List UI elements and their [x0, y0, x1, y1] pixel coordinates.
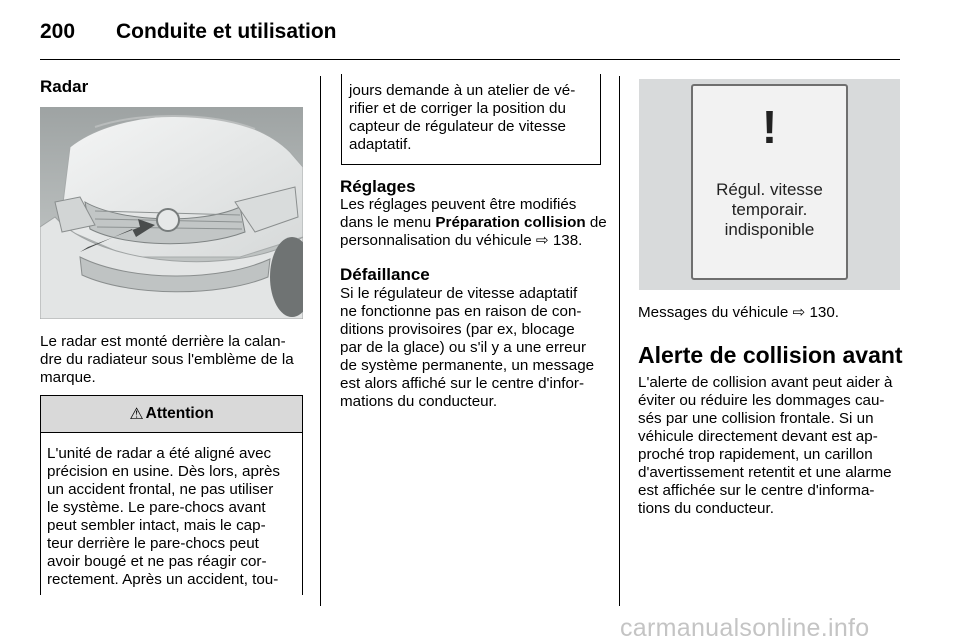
messages-reference-link[interactable]: Messages du véhicule ⇨ 130.: [638, 304, 839, 321]
car-front-illustration: [40, 107, 303, 319]
text-line: capteur de régulateur de vitesse: [349, 118, 566, 135]
display-screen: [691, 84, 848, 280]
radar-photo: [40, 107, 303, 319]
text-line: éviter ou réduire les dommages cau-: [638, 392, 885, 409]
menu-name: Préparation collision: [435, 214, 586, 231]
text-line: est alors affiché sur le centre d'infor-: [340, 375, 585, 392]
collision-alert-heading: Alerte de collision avant: [638, 342, 903, 368]
text-line: jours demande à un atelier de vé-: [349, 82, 576, 99]
radar-heading: Radar: [40, 77, 89, 96]
text-line: Si le régulateur de vitesse adaptatif: [340, 285, 578, 302]
defaillance-heading: Défaillance: [340, 265, 430, 284]
watermark: carmanualsonline.info: [620, 614, 870, 642]
text-line: Le radar est monté derrière la calan-: [40, 333, 286, 350]
reglages-heading: Réglages: [340, 177, 416, 196]
reglages-paragraph: [340, 196, 607, 250]
text-line: précision en usine. Dès lors, après: [47, 463, 280, 480]
attention-body: [47, 445, 280, 589]
text-line: rifier et de corriger la position du: [349, 100, 566, 117]
page-number: 200: [40, 20, 76, 43]
text-line: d'avertissement retentit et une alarme: [638, 464, 892, 481]
text-line: dre du radiateur sous l'emblème de la: [40, 351, 294, 368]
column-divider-2: [619, 76, 620, 606]
text-line: un accident frontal, ne pas utiliser: [47, 481, 274, 498]
text-line: mations du conducteur.: [340, 393, 498, 410]
text-line: ne fonctionne pas en raison de con-: [340, 303, 582, 320]
text-line: peut sembler intact, mais le cap-: [47, 517, 266, 534]
display-message: [693, 180, 846, 240]
display-line: indisponible: [724, 220, 815, 239]
display-line: temporair.: [731, 200, 808, 219]
text-line: véhicule directement devant est ap-: [638, 428, 878, 445]
header-rule: [40, 59, 900, 60]
page-title: Conduite et utilisation: [116, 20, 337, 43]
text-line: adaptatif.: [349, 136, 412, 153]
page-header: [40, 20, 337, 44]
text-line: Les réglages peuvent être modifiés: [340, 196, 577, 213]
defaillance-paragraph: [340, 285, 594, 411]
text-line: proché trop rapidement, un carillon: [638, 446, 873, 463]
driver-info-display-image: [639, 79, 900, 290]
text-line: L'unité de radar a été aligné avec: [47, 445, 272, 462]
text-fragment: dans le menu: [340, 214, 436, 231]
text-line: [340, 214, 607, 232]
text-line: le système. Le pare-chocs avant: [47, 499, 266, 516]
text-line: avoir bougé et ne pas réagir cor-: [47, 553, 267, 570]
exclamation-icon: !: [761, 101, 778, 153]
text-line: est affichée sur le centre d'informa-: [638, 482, 875, 499]
text-line: rectement. Après un accident, tou-: [47, 571, 279, 588]
text-line: sés par une collision frontale. Si un: [638, 410, 874, 427]
radar-paragraph: [40, 333, 294, 387]
text-line: tions du conducteur.: [638, 500, 774, 517]
collision-alert-paragraph: [638, 374, 893, 518]
attention-header: [41, 396, 302, 433]
column-divider-1: [320, 76, 321, 606]
attention-box: [40, 395, 303, 595]
warning-triangle-icon: ⚠: [129, 406, 144, 423]
page-reference-link[interactable]: personnalisation du véhicule ⇨ 138.: [340, 232, 583, 249]
text-line: teur derrière le pare-chocs peut: [47, 535, 259, 552]
text-line: de système permanente, un message: [340, 357, 595, 374]
attention-continued-text: [349, 82, 575, 154]
text-line: L'alerte de collision avant peut aider à: [638, 374, 893, 391]
attention-box-continued: [341, 74, 601, 165]
text-line: marque.: [40, 369, 96, 386]
text-line: ditions provisoires (par ex, blocage: [340, 321, 575, 338]
display-line: Régul. vitesse: [716, 180, 823, 199]
attention-label: Attention: [145, 405, 214, 422]
text-line: par de la glace) ou s'il y a une erreur: [340, 339, 587, 356]
text-fragment: de: [585, 214, 607, 231]
